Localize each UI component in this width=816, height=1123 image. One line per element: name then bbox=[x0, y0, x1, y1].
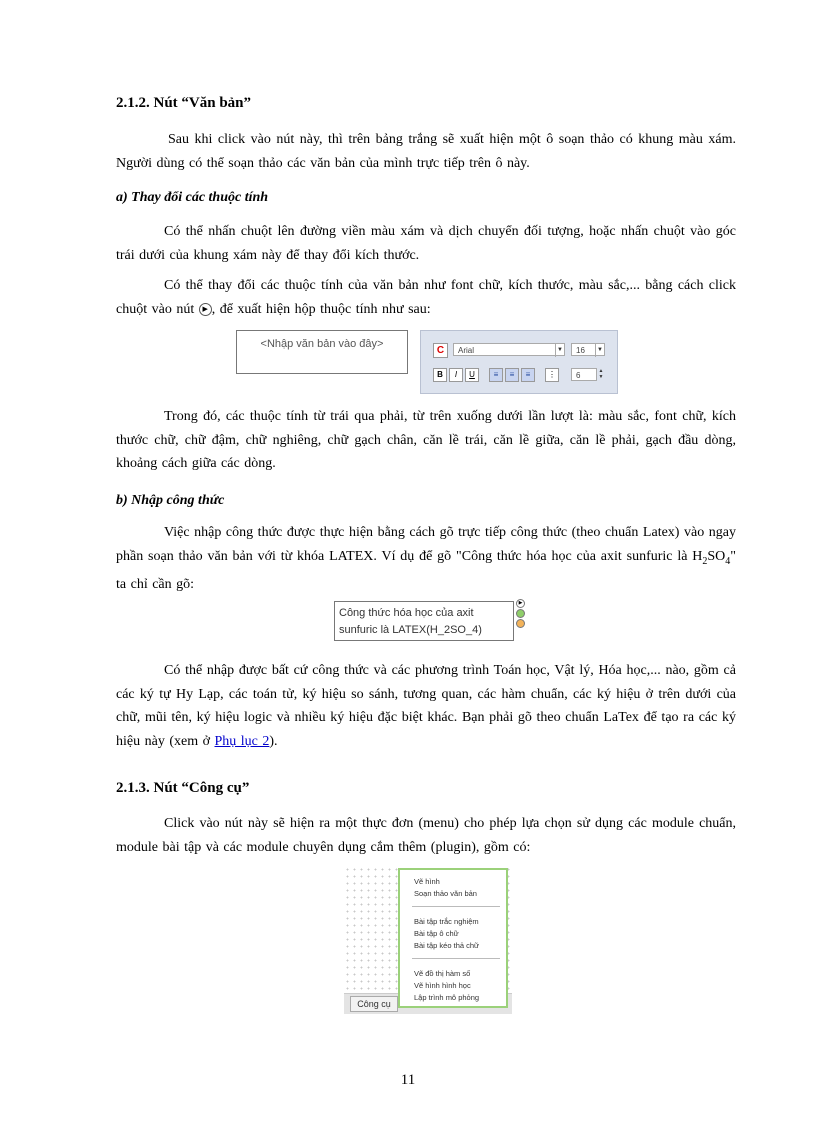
chevron-down-icon: ▼ bbox=[595, 344, 604, 357]
tools-menu bbox=[398, 868, 508, 1008]
paragraph-b1 bbox=[116, 521, 736, 596]
menu-item-keo-tha[interactable]: Bài tập kéo thả chữ bbox=[414, 941, 480, 950]
menu-item-hinh-hoc[interactable]: Vẽ hình hình học bbox=[414, 981, 471, 990]
paragraph-a3: Trong đó, các thuộc tính từ trái qua phải, từ trên xuống dưới lần lượt là: màu sắc, font chữ, kích thước chữ, chữ đậm, chữ nghiêng, chữ gạch chân, căn lề trái, căn lề giữa, căn lề phải, gạch đầu dòng, khoảng cách giữa các dòng. bbox=[116, 409, 736, 471]
properties-button-icon: ▶ bbox=[199, 303, 212, 316]
paragraph-b2-before: Có thể nhập được bất cứ công thức và các phương trình Toán học, Vật lý, Hóa học,... nào, gồm cả các ký tự Hy Lạp, các toán tử, ký hiệu so sánh, tương quan, các hàm chuẩn, các ký hiệu ở trên dưới của chữ, mũi tên, ký hiệu logic và nhiều ký hiệu đặc biệt khác. Bạn phải gõ theo chuẩn LaTex để tạo ra các ký hiệu này (xem ở bbox=[116, 663, 736, 749]
menu-item-o-chu[interactable]: Bài tập ô chữ bbox=[414, 929, 459, 938]
font-select-value: Arial bbox=[458, 346, 475, 355]
paragraph-a1: Có thể nhấn chuột lên đường viền màu xám và dịch chuyển đối tượng, hoặc nhấn chuột vào góc trái dưới của khung xám này để thay đổi kích thước. bbox=[116, 224, 736, 263]
menu-divider bbox=[412, 906, 500, 907]
paragraph-b2-after: ). bbox=[269, 733, 278, 749]
paragraph-b1-after: " ta chỉ cần gõ: bbox=[116, 548, 736, 592]
properties-icon[interactable]: ▶ bbox=[516, 599, 525, 608]
formula-line-1: Công thức hóa học của axit bbox=[339, 607, 474, 619]
menu-item-trac-nghiem[interactable]: Bài tập trắc nghiệm bbox=[414, 917, 479, 926]
paragraph-a2-before: Có thể thay đổi các thuộc tính của văn bản như font chữ, kích thước, màu sắc,... bằng cách click chuột vào nút bbox=[116, 278, 736, 317]
text-properties-panel bbox=[420, 330, 618, 394]
paragraph-a2-after: , để xuất hiện hộp thuộc tính như sau: bbox=[211, 301, 431, 317]
section-heading-212: 2.1.2. Nút “Văn bản” bbox=[116, 95, 252, 111]
font-select[interactable] bbox=[453, 343, 565, 356]
text-color-button[interactable]: C bbox=[433, 343, 448, 358]
tools-button[interactable]: Công cụ bbox=[350, 996, 398, 1012]
paragraph-a2 bbox=[116, 274, 736, 321]
section-heading-213: 2.1.3. Nút “Công cụ” bbox=[116, 780, 250, 796]
editor-placeholder: <Nhập văn bản vào đây> bbox=[260, 338, 384, 350]
chevron-down-icon: ▼ bbox=[555, 344, 564, 357]
formula-editor-box[interactable] bbox=[334, 601, 514, 641]
line-spacing-input[interactable]: 6 bbox=[571, 368, 597, 381]
font-size-select[interactable] bbox=[571, 343, 605, 356]
align-right-icon[interactable]: ≡ bbox=[521, 368, 535, 382]
close-icon[interactable] bbox=[516, 619, 525, 628]
formula-line-2: sunfuric là LATEX(H_2SO_4) bbox=[339, 624, 482, 636]
menu-divider bbox=[412, 958, 500, 959]
italic-button[interactable]: I bbox=[449, 368, 463, 382]
subscript-2: 2 bbox=[702, 555, 708, 567]
page-number: 11 bbox=[400, 1072, 416, 1088]
move-icon[interactable] bbox=[516, 609, 525, 618]
paragraph-b2 bbox=[116, 659, 736, 753]
bold-button[interactable]: B bbox=[433, 368, 447, 382]
paragraph-intro-213: Click vào nút này sẽ hiện ra một thực đơn (menu) cho phép lựa chọn sử dụng các module chuẩn, module bài tập và các module chuyên dụng cắm thêm (plugin), gồm có: bbox=[116, 816, 736, 855]
text-editor-box[interactable] bbox=[236, 330, 408, 374]
subscript-4: 4 bbox=[725, 555, 731, 567]
subheading-a: a) Thay đổi các thuộc tính bbox=[116, 190, 269, 205]
subheading-b: b) Nhập công thức bbox=[116, 493, 225, 508]
bullet-list-icon[interactable]: ⋮ bbox=[545, 368, 559, 382]
menu-item-do-thi[interactable]: Vẽ đồ thị hàm số bbox=[414, 969, 471, 978]
menu-item-ve-hinh[interactable]: Vẽ hình bbox=[414, 877, 440, 886]
appendix-2-link[interactable]: Phụ lục 2 bbox=[214, 733, 270, 749]
menu-item-mo-phong[interactable]: Lập trình mô phỏng bbox=[414, 993, 480, 1002]
spinner-arrows-icon[interactable]: ▲ ▼ bbox=[598, 368, 604, 380]
paragraph-b1-before: Việc nhập công thức được thực hiện bằng cách gõ trực tiếp công thức (theo chuẩn Latex) vào ngay phần soạn thảo văn bản với từ khóa LATEX. Ví dụ để gõ "Công thức hóa học của axit sunfuric là H bbox=[116, 525, 736, 564]
underline-button[interactable]: U bbox=[465, 368, 479, 382]
align-left-icon[interactable]: ≡ bbox=[489, 368, 503, 382]
menu-item-soan-thao[interactable]: Soạn thảo văn bản bbox=[414, 889, 477, 898]
paragraph-intro-212: Sau khi click vào nút này, thì trên bảng trắng sẽ xuất hiện một ô soạn thảo có khung màu xám. Người dùng có thể soạn thảo các văn bản của mình trực tiếp trên ô này. bbox=[116, 132, 736, 171]
align-center-icon[interactable]: ≡ bbox=[505, 368, 519, 382]
paragraph-b1-so: SO bbox=[707, 548, 726, 564]
font-size-value: 16 bbox=[576, 346, 585, 355]
